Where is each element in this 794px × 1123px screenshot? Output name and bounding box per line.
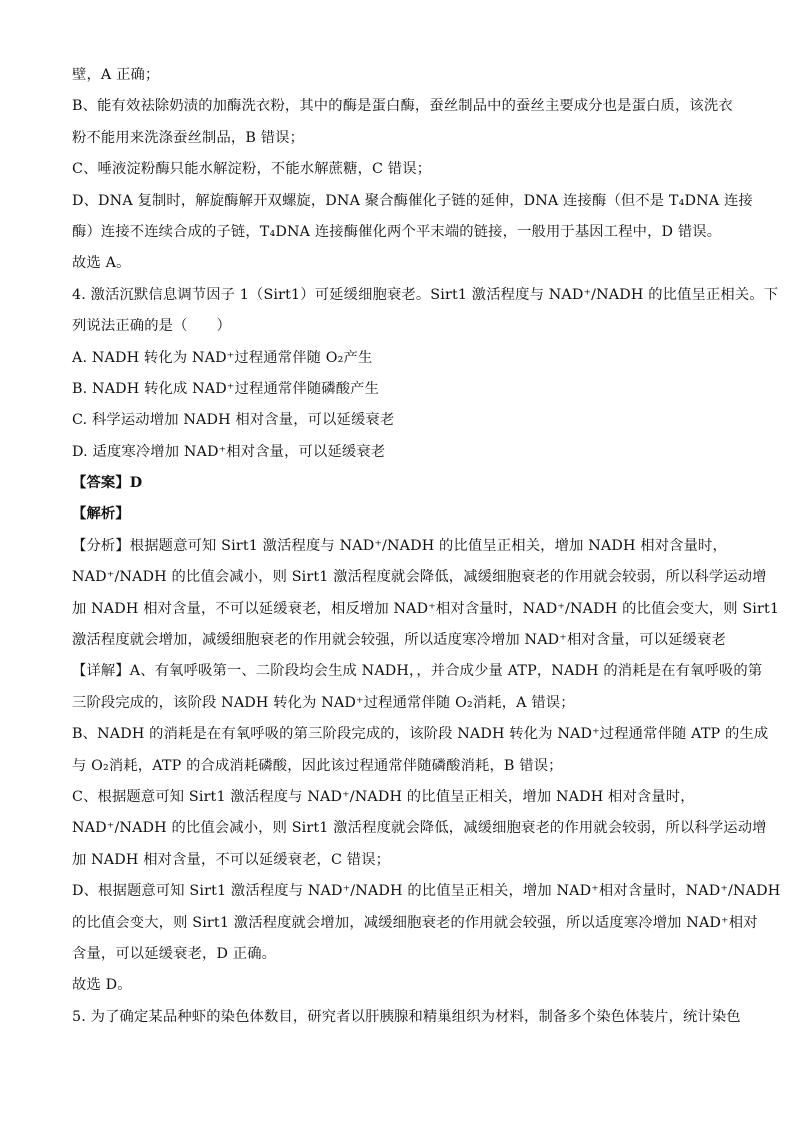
detail-text: 加 NADH 相对含量，不可以延缓衰老，C 错误； [72,851,391,868]
analysis-text: 激活程度就会增加，减缓细胞衰老的作用就会较强，所以适度寒冷增加 NAD⁺相对含量，可以延缓衰老 [72,632,726,649]
text-line: 酶）连接不连续合成的子链，T₄DNA 连接酶催化两个平末端的链接，一般用于基因工程中，D 错误。 [72,223,722,240]
option-a: A. NADH 转化为 NAD⁺过程通常伴随 O₂产生 [72,349,373,366]
text-line: 壁，A 正确； [72,67,160,83]
detail-text: 的比值会变大，则 Sirt1 激活程度就会增加，减缓细胞衰老的作用就会较强，所以适度寒冷增加 NAD⁺相对 [72,914,758,931]
detail-text: NAD⁺/NADH 的比值会减小，则 Sirt1 激活程度就会降低，减缓细胞衰老的作用就会较弱，所以科学运动增 [72,820,767,837]
analysis-heading: 【解析】 [72,506,130,523]
question-4-stem: 4. 激活沉默信息调节因子 1（Sirt1）可延缓细胞衰老。Sirt1 激活程度与 NAD⁺/NADH 的比值呈正相关。下 [72,286,779,303]
detail-text: 与 O₂消耗，ATP 的合成消耗磷酸，因此该过程通常伴随磷酸消耗，B 错误； [72,757,563,774]
question-4-stem: 列说法正确的是（ ） [72,318,231,335]
analysis-text: 加 NADH 相对含量，不可以延缓衰老，相反增加 NAD⁺相对含量时，NAD⁺/NADH 的比值会变大，则 Sirt1 [72,600,780,617]
detail-text: D、根据题意可知 Sirt1 激活程度与 NAD⁺/NADH 的比值呈正相关，增加 NAD⁺相对含量时，NAD⁺/NADH [72,883,781,900]
analysis-text: 【分析】根据题意可知 Sirt1 激活程度与 NAD⁺/NADH 的比值呈正相关，增加 NADH 相对含量时， [72,537,727,554]
detail-text: 【详解】A、有氧呼吸第一、二阶段均会生成 NADH，，并合成少量 ATP，NADH 的消耗是在有氧呼吸的第 [72,663,763,680]
answer-label: 【答案】D [72,475,143,492]
detail-text: B、NADH 的消耗是在有氧呼吸的第三阶段完成的，该阶段 NADH 转化为 NAD⁺过程通常伴随 ATP 的生成 [72,726,769,743]
text-line: 故选 A。 [72,255,131,272]
text-line: D、DNA 复制时，解旋酶解开双螺旋，DNA 聚合酶催化子链的延伸，DNA 连接酶（但不是 T₄DNA 连接 [72,192,753,209]
question-5-stem: 5. 为了确定某品种虾的染色体数目，研究者以肝胰腺和精巢组织为材料，制备多个染色体装片，统计染色 [72,1008,741,1025]
analysis-text: NAD⁺/NADH 的比值会减小，则 Sirt1 激活程度就会降低，减缓细胞衰老的作用就会较弱，所以科学运动增 [72,569,767,586]
option-b: B. NADH 转化成 NAD⁺过程通常伴随磷酸产生 [72,380,380,397]
conclusion-text: 故选 D。 [72,977,132,994]
option-c: C. 科学运动增加 NADH 相对含量，可以延缓衰老 [72,412,395,429]
detail-text: 三阶段完成的，该阶段 NADH 转化为 NAD⁺过程通常伴随 O₂消耗，A 错误； [72,694,575,711]
option-d: D. 适度寒冷增加 NAD⁺相对含量，可以延缓衰老 [72,443,386,460]
text-line: C、唾液淀粉酶只能水解淀粉，不能水解蔗糖，C 错误； [72,161,432,178]
text-line: B、能有效祛除奶渍的加酶洗衣粉，其中的酶是蛋白酶，蚕丝制品中的蚕丝主要成分也是蛋白质，该洗衣 [72,98,733,115]
text-line: 粉不能用来洗涤蚕丝制品，B 错误； [72,129,305,146]
detail-text: C、根据题意可知 Sirt1 激活程度与 NAD⁺/NADH 的比值呈正相关，增加 NADH 相对含量时， [72,788,695,805]
document-page [72,60,781,1033]
detail-text: 含量，可以延缓衰老，D 正确。 [72,945,277,962]
